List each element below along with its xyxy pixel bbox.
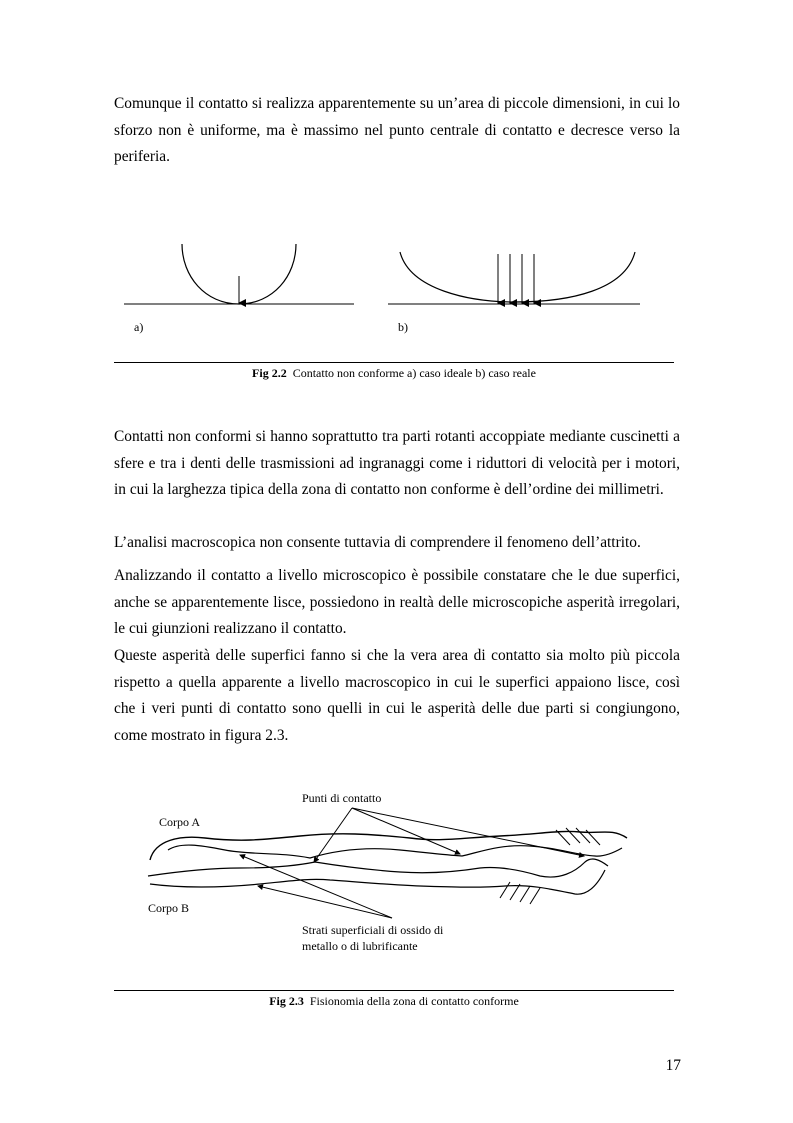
label-strati-line-2: metallo o di lubrificante [302, 939, 418, 953]
corpo-a-top-line [150, 831, 627, 860]
fig-2-2-label-a: a) [134, 320, 144, 334]
label-strati-line-1: Strati superficiali di ossido di [302, 923, 444, 937]
fig-2-3-caption [114, 994, 674, 1008]
fig-2-3-rule [114, 990, 674, 991]
leader-strati-1 [240, 855, 392, 918]
leader-punti-2 [352, 808, 460, 854]
label-corpo-a: Corpo A [159, 815, 201, 829]
page-number: 17 [665, 1057, 681, 1074]
fig-2-3-caption-number: Fig 2.3 [269, 994, 304, 1008]
paragraph-non-conformal: Contatti non conformi si hanno soprattutto tra parti rotanti accoppiate mediante cuscinetti a sfere e tra i denti delle trasmissioni ad ingranaggi come i riduttori di velocità per i motori, in cui la larghezza tipica della zona di contatto non conforme è dell’ordine dei millimetri. [114, 428, 680, 498]
fig-2-2-caption-text: Contatto non conforme a) caso ideale b) caso reale [292, 366, 536, 380]
corpo-b-hatch-3 [520, 886, 530, 902]
fig-2-3-caption-text: Fisionomia della zona di contatto conforme [309, 994, 519, 1008]
corpo-b-layer-line [150, 870, 605, 894]
leader-strati-2 [258, 886, 392, 918]
fig-2-2-label-b: b) [398, 320, 408, 334]
corpo-b-top-line [148, 859, 608, 877]
label-punti-di-contatto: Punti di contatto [302, 791, 382, 805]
fig-2-2-caption-number: Fig 2.2 [252, 366, 287, 380]
corpo-a-layer-line [168, 845, 622, 858]
paragraph-microscopic: Analizzando il contatto a livello microscopico è possibile constatare che le due superfici, anche se apparentemente lisce, possiedono in realtà delle microscopiche asperità irregolari, le cui giunzioni realizzano il contatto. [114, 567, 680, 637]
paragraph-macroscopic: L’analisi macroscopica non consente tuttavia di comprendere il fenomeno dell’attrito. [114, 534, 641, 551]
corpo-b-hatch-2 [510, 884, 520, 900]
corpo-b-hatch-1 [500, 882, 510, 898]
paragraph-intro: Comunque il contatto si realizza apparentemente su un’area di piccole dimensioni, in cui lo sforzo non è uniforme, ma è massimo nel punto centrale di contatto e decresce verso la periferia. [114, 95, 680, 165]
corpo-b-hatch-4 [530, 888, 540, 904]
label-corpo-b: Corpo B [148, 901, 190, 915]
paragraph-asperities: Queste asperità delle superfici fanno si che la vera area di contatto sia molto più piccola rispetto a quella apparente a livello macroscopico in cui le superfici appaiono lisce, così che i veri punti di contatto sono quelli in cui le asperità delle due parti si congiungono, come mostrato in figura 2.3. [114, 647, 680, 744]
